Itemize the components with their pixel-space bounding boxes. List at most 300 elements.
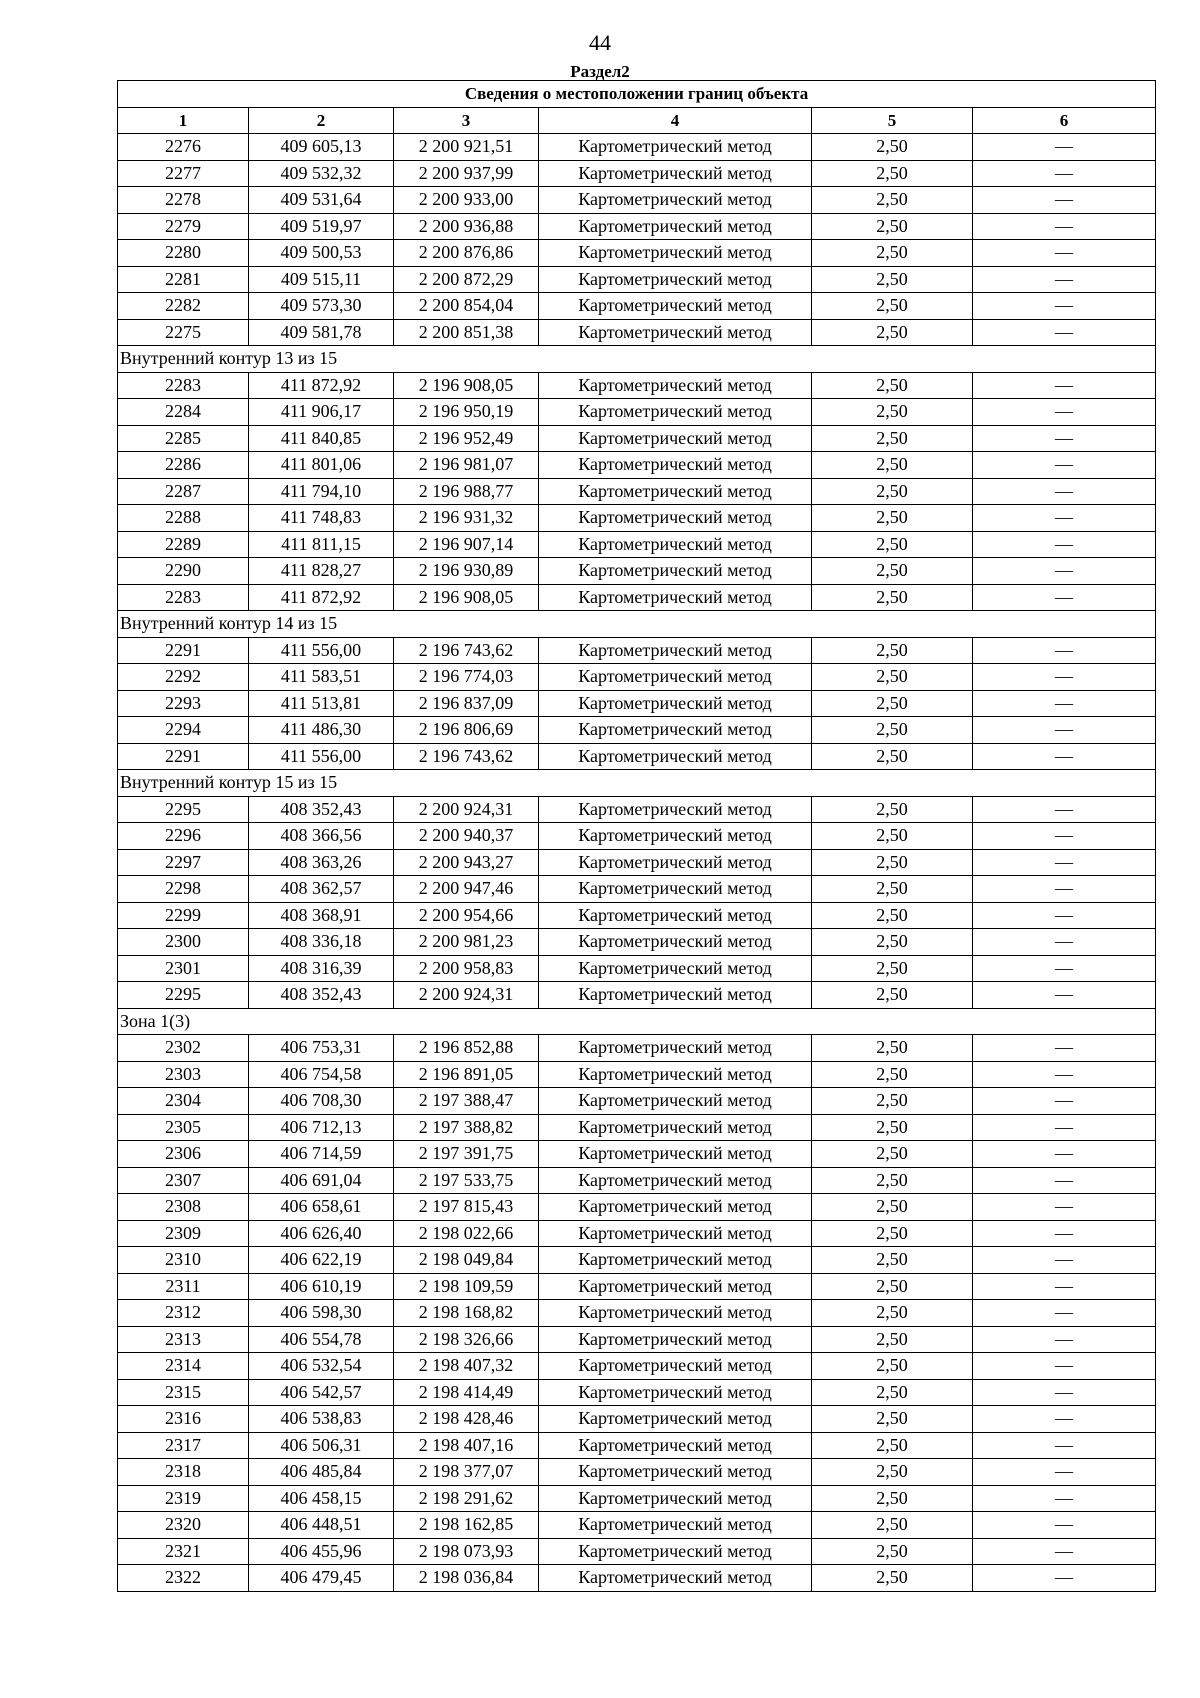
y-coordinate-cell: 2 198 407,16 bbox=[394, 1432, 539, 1459]
x-coordinate-cell: 411 872,92 bbox=[249, 584, 394, 611]
point-number-cell: 2321 bbox=[118, 1538, 249, 1565]
x-coordinate-cell: 406 753,31 bbox=[249, 1035, 394, 1062]
method-cell: Картометрический метод bbox=[539, 796, 812, 823]
method-cell: Картометрический метод bbox=[539, 690, 812, 717]
table-row bbox=[118, 293, 1156, 320]
point-number-cell: 2293 bbox=[118, 690, 249, 717]
description-cell: — bbox=[973, 293, 1156, 320]
accuracy-cell: 2,50 bbox=[812, 637, 973, 664]
y-coordinate-cell: 2 196 908,05 bbox=[394, 584, 539, 611]
y-coordinate-cell: 2 196 806,69 bbox=[394, 717, 539, 744]
accuracy-cell: 2,50 bbox=[812, 187, 973, 214]
contour-group-label: Внутренний контур 13 из 15 bbox=[118, 346, 1156, 373]
y-coordinate-cell: 2 196 950,19 bbox=[394, 399, 539, 426]
y-coordinate-cell: 2 196 952,49 bbox=[394, 425, 539, 452]
x-coordinate-cell: 406 754,58 bbox=[249, 1061, 394, 1088]
table-row bbox=[118, 1353, 1156, 1380]
y-coordinate-cell: 2 200 933,00 bbox=[394, 187, 539, 214]
accuracy-cell: 2,50 bbox=[812, 1167, 973, 1194]
x-coordinate-cell: 406 538,83 bbox=[249, 1406, 394, 1433]
accuracy-cell: 2,50 bbox=[812, 982, 973, 1009]
description-cell: — bbox=[973, 1300, 1156, 1327]
point-number-cell: 2294 bbox=[118, 717, 249, 744]
table-row bbox=[118, 1247, 1156, 1274]
description-cell: — bbox=[973, 213, 1156, 240]
x-coordinate-cell: 409 515,11 bbox=[249, 266, 394, 293]
table-row bbox=[118, 1035, 1156, 1062]
accuracy-cell: 2,50 bbox=[812, 213, 973, 240]
table-row bbox=[118, 1088, 1156, 1115]
table-row bbox=[118, 134, 1156, 161]
method-cell: Картометрический метод bbox=[539, 160, 812, 187]
method-cell: Картометрический метод bbox=[539, 1538, 812, 1565]
accuracy-cell: 2,50 bbox=[812, 319, 973, 346]
method-cell: Картометрический метод bbox=[539, 293, 812, 320]
description-cell: — bbox=[973, 399, 1156, 426]
table-row bbox=[118, 1326, 1156, 1353]
x-coordinate-cell: 408 366,56 bbox=[249, 823, 394, 850]
accuracy-cell: 2,50 bbox=[812, 1353, 973, 1380]
y-coordinate-cell: 2 196 988,77 bbox=[394, 478, 539, 505]
y-coordinate-cell: 2 196 837,09 bbox=[394, 690, 539, 717]
method-cell: Картометрический метод bbox=[539, 1114, 812, 1141]
x-coordinate-cell: 406 712,13 bbox=[249, 1114, 394, 1141]
point-number-cell: 2288 bbox=[118, 505, 249, 532]
column-header: 5 bbox=[812, 107, 973, 134]
point-number-cell: 2295 bbox=[118, 982, 249, 1009]
table-row bbox=[118, 849, 1156, 876]
description-cell: — bbox=[973, 134, 1156, 161]
point-number-cell: 2308 bbox=[118, 1194, 249, 1221]
column-number-row bbox=[118, 107, 1156, 134]
method-cell: Картометрический метод bbox=[539, 929, 812, 956]
y-coordinate-cell: 2 200 921,51 bbox=[394, 134, 539, 161]
method-cell: Картометрический метод bbox=[539, 1300, 812, 1327]
description-cell: — bbox=[973, 823, 1156, 850]
description-cell: — bbox=[973, 266, 1156, 293]
description-cell: — bbox=[973, 1088, 1156, 1115]
description-cell: — bbox=[973, 1432, 1156, 1459]
description-cell: — bbox=[973, 1485, 1156, 1512]
point-number-cell: 2277 bbox=[118, 160, 249, 187]
table-row bbox=[118, 240, 1156, 267]
table-row bbox=[118, 425, 1156, 452]
x-coordinate-cell: 411 556,00 bbox=[249, 743, 394, 770]
accuracy-cell: 2,50 bbox=[812, 372, 973, 399]
method-cell: Картометрический метод bbox=[539, 717, 812, 744]
accuracy-cell: 2,50 bbox=[812, 531, 973, 558]
point-number-cell: 2276 bbox=[118, 134, 249, 161]
point-number-cell: 2286 bbox=[118, 452, 249, 479]
x-coordinate-cell: 406 479,45 bbox=[249, 1565, 394, 1592]
point-number-cell: 2290 bbox=[118, 558, 249, 585]
description-cell: — bbox=[973, 558, 1156, 585]
accuracy-cell: 2,50 bbox=[812, 1220, 973, 1247]
description-cell: — bbox=[973, 1141, 1156, 1168]
method-cell: Картометрический метод bbox=[539, 823, 812, 850]
description-cell: — bbox=[973, 584, 1156, 611]
table-row bbox=[118, 1273, 1156, 1300]
point-number-cell: 2300 bbox=[118, 929, 249, 956]
x-coordinate-cell: 409 581,78 bbox=[249, 319, 394, 346]
method-cell: Картометрический метод bbox=[539, 743, 812, 770]
x-coordinate-cell: 411 811,15 bbox=[249, 531, 394, 558]
table-row bbox=[118, 664, 1156, 691]
accuracy-cell: 2,50 bbox=[812, 1114, 973, 1141]
point-number-cell: 2275 bbox=[118, 319, 249, 346]
point-number-cell: 2284 bbox=[118, 399, 249, 426]
table-row bbox=[118, 796, 1156, 823]
accuracy-cell: 2,50 bbox=[812, 1247, 973, 1274]
description-cell: — bbox=[973, 531, 1156, 558]
point-number-cell: 2309 bbox=[118, 1220, 249, 1247]
y-coordinate-cell: 2 200 940,37 bbox=[394, 823, 539, 850]
description-cell: — bbox=[973, 160, 1156, 187]
accuracy-cell: 2,50 bbox=[812, 796, 973, 823]
description-cell: — bbox=[973, 478, 1156, 505]
table-row bbox=[118, 1114, 1156, 1141]
point-number-cell: 2281 bbox=[118, 266, 249, 293]
y-coordinate-cell: 2 198 036,84 bbox=[394, 1565, 539, 1592]
method-cell: Картометрический метод bbox=[539, 134, 812, 161]
table-row bbox=[118, 1406, 1156, 1433]
x-coordinate-cell: 406 554,78 bbox=[249, 1326, 394, 1353]
point-number-cell: 2307 bbox=[118, 1167, 249, 1194]
point-number-cell: 2303 bbox=[118, 1061, 249, 1088]
table-row bbox=[118, 505, 1156, 532]
method-cell: Картометрический метод bbox=[539, 187, 812, 214]
point-number-cell: 2297 bbox=[118, 849, 249, 876]
x-coordinate-cell: 408 316,39 bbox=[249, 955, 394, 982]
point-number-cell: 2283 bbox=[118, 372, 249, 399]
table-caption: Сведения о местоположении границ объекта bbox=[118, 81, 1156, 108]
y-coordinate-cell: 2 196 908,05 bbox=[394, 372, 539, 399]
method-cell: Картометрический метод bbox=[539, 1061, 812, 1088]
method-cell: Картометрический метод bbox=[539, 1088, 812, 1115]
contour-group-label: Зона 1(3) bbox=[118, 1008, 1156, 1035]
description-cell: — bbox=[973, 1512, 1156, 1539]
description-cell: — bbox=[973, 240, 1156, 267]
description-cell: — bbox=[973, 505, 1156, 532]
description-cell: — bbox=[973, 1326, 1156, 1353]
point-number-cell: 2279 bbox=[118, 213, 249, 240]
description-cell: — bbox=[973, 1379, 1156, 1406]
point-number-cell: 2317 bbox=[118, 1432, 249, 1459]
x-coordinate-cell: 408 363,26 bbox=[249, 849, 394, 876]
table-row bbox=[118, 319, 1156, 346]
x-coordinate-cell: 406 714,59 bbox=[249, 1141, 394, 1168]
y-coordinate-cell: 2 197 388,82 bbox=[394, 1114, 539, 1141]
method-cell: Картометрический метод bbox=[539, 213, 812, 240]
page-number: 44 bbox=[589, 30, 611, 55]
table-row bbox=[118, 1565, 1156, 1592]
table-row bbox=[118, 690, 1156, 717]
point-number-cell: 2301 bbox=[118, 955, 249, 982]
description-cell: — bbox=[973, 902, 1156, 929]
description-cell: — bbox=[973, 929, 1156, 956]
method-cell: Картометрический метод bbox=[539, 1406, 812, 1433]
y-coordinate-cell: 2 200 943,27 bbox=[394, 849, 539, 876]
y-coordinate-cell: 2 196 774,03 bbox=[394, 664, 539, 691]
point-number-cell: 2304 bbox=[118, 1088, 249, 1115]
accuracy-cell: 2,50 bbox=[812, 240, 973, 267]
table-row bbox=[118, 902, 1156, 929]
accuracy-cell: 2,50 bbox=[812, 1088, 973, 1115]
method-cell: Картометрический метод bbox=[539, 1167, 812, 1194]
accuracy-cell: 2,50 bbox=[812, 1061, 973, 1088]
y-coordinate-cell: 2 200 937,99 bbox=[394, 160, 539, 187]
point-number-cell: 2285 bbox=[118, 425, 249, 452]
point-number-cell: 2322 bbox=[118, 1565, 249, 1592]
x-coordinate-cell: 408 352,43 bbox=[249, 982, 394, 1009]
y-coordinate-cell: 2 200 954,66 bbox=[394, 902, 539, 929]
accuracy-cell: 2,50 bbox=[812, 1485, 973, 1512]
description-cell: — bbox=[973, 1167, 1156, 1194]
table-row bbox=[118, 743, 1156, 770]
y-coordinate-cell: 2 200 958,83 bbox=[394, 955, 539, 982]
y-coordinate-cell: 2 198 162,85 bbox=[394, 1512, 539, 1539]
accuracy-cell: 2,50 bbox=[812, 399, 973, 426]
x-coordinate-cell: 408 362,57 bbox=[249, 876, 394, 903]
method-cell: Картометрический метод bbox=[539, 637, 812, 664]
method-cell: Картометрический метод bbox=[539, 1247, 812, 1274]
table-row bbox=[118, 531, 1156, 558]
table-row bbox=[118, 823, 1156, 850]
point-number-cell: 2312 bbox=[118, 1300, 249, 1327]
accuracy-cell: 2,50 bbox=[812, 1379, 973, 1406]
x-coordinate-cell: 408 336,18 bbox=[249, 929, 394, 956]
x-coordinate-cell: 409 531,64 bbox=[249, 187, 394, 214]
point-number-cell: 2289 bbox=[118, 531, 249, 558]
description-cell: — bbox=[973, 1114, 1156, 1141]
x-coordinate-cell: 409 573,30 bbox=[249, 293, 394, 320]
point-number-cell: 2295 bbox=[118, 796, 249, 823]
description-cell: — bbox=[973, 187, 1156, 214]
y-coordinate-cell: 2 200 854,04 bbox=[394, 293, 539, 320]
x-coordinate-cell: 411 556,00 bbox=[249, 637, 394, 664]
point-number-cell: 2292 bbox=[118, 664, 249, 691]
y-coordinate-cell: 2 198 377,07 bbox=[394, 1459, 539, 1486]
x-coordinate-cell: 409 519,97 bbox=[249, 213, 394, 240]
method-cell: Картометрический метод bbox=[539, 505, 812, 532]
point-number-cell: 2311 bbox=[118, 1273, 249, 1300]
contour-group-label: Внутренний контур 15 из 15 bbox=[118, 770, 1156, 797]
method-cell: Картометрический метод bbox=[539, 1194, 812, 1221]
accuracy-cell: 2,50 bbox=[812, 929, 973, 956]
accuracy-cell: 2,50 bbox=[812, 584, 973, 611]
description-cell: — bbox=[973, 1061, 1156, 1088]
y-coordinate-cell: 2 197 533,75 bbox=[394, 1167, 539, 1194]
method-cell: Картометрический метод bbox=[539, 1326, 812, 1353]
method-cell: Картометрический метод bbox=[539, 1512, 812, 1539]
column-header: 3 bbox=[394, 107, 539, 134]
x-coordinate-cell: 411 748,83 bbox=[249, 505, 394, 532]
accuracy-cell: 2,50 bbox=[812, 558, 973, 585]
accuracy-cell: 2,50 bbox=[812, 266, 973, 293]
accuracy-cell: 2,50 bbox=[812, 1300, 973, 1327]
table-row bbox=[118, 1379, 1156, 1406]
point-number-cell: 2282 bbox=[118, 293, 249, 320]
description-cell: — bbox=[973, 1538, 1156, 1565]
method-cell: Картометрический метод bbox=[539, 1035, 812, 1062]
method-cell: Картометрический метод bbox=[539, 1220, 812, 1247]
x-coordinate-cell: 406 506,31 bbox=[249, 1432, 394, 1459]
accuracy-cell: 2,50 bbox=[812, 505, 973, 532]
point-number-cell: 2291 bbox=[118, 637, 249, 664]
table-row bbox=[118, 982, 1156, 1009]
accuracy-cell: 2,50 bbox=[812, 452, 973, 479]
description-cell: — bbox=[973, 1247, 1156, 1274]
description-cell: — bbox=[973, 637, 1156, 664]
x-coordinate-cell: 406 626,40 bbox=[249, 1220, 394, 1247]
point-number-cell: 2278 bbox=[118, 187, 249, 214]
point-number-cell: 2302 bbox=[118, 1035, 249, 1062]
y-coordinate-cell: 2 200 876,86 bbox=[394, 240, 539, 267]
method-cell: Картометрический метод bbox=[539, 531, 812, 558]
point-number-cell: 2296 bbox=[118, 823, 249, 850]
accuracy-cell: 2,50 bbox=[812, 690, 973, 717]
table-row bbox=[118, 1485, 1156, 1512]
method-cell: Картометрический метод bbox=[539, 266, 812, 293]
point-number-cell: 2291 bbox=[118, 743, 249, 770]
table-row bbox=[118, 558, 1156, 585]
x-coordinate-cell: 406 658,61 bbox=[249, 1194, 394, 1221]
description-cell: — bbox=[973, 1220, 1156, 1247]
accuracy-cell: 2,50 bbox=[812, 1141, 973, 1168]
point-number-cell: 2287 bbox=[118, 478, 249, 505]
accuracy-cell: 2,50 bbox=[812, 160, 973, 187]
y-coordinate-cell: 2 200 924,31 bbox=[394, 796, 539, 823]
table-row bbox=[118, 1220, 1156, 1247]
x-coordinate-cell: 406 622,19 bbox=[249, 1247, 394, 1274]
method-cell: Картометрический метод bbox=[539, 319, 812, 346]
description-cell: — bbox=[973, 1273, 1156, 1300]
description-cell: — bbox=[973, 849, 1156, 876]
accuracy-cell: 2,50 bbox=[812, 849, 973, 876]
table-row bbox=[118, 1432, 1156, 1459]
table-row bbox=[118, 1300, 1156, 1327]
x-coordinate-cell: 411 583,51 bbox=[249, 664, 394, 691]
method-cell: Картометрический метод bbox=[539, 425, 812, 452]
y-coordinate-cell: 2 200 981,23 bbox=[394, 929, 539, 956]
x-coordinate-cell: 411 794,10 bbox=[249, 478, 394, 505]
point-number-cell: 2310 bbox=[118, 1247, 249, 1274]
accuracy-cell: 2,50 bbox=[812, 1565, 973, 1592]
contour-group-label: Внутренний контур 14 из 15 bbox=[118, 611, 1156, 638]
table-row bbox=[118, 929, 1156, 956]
x-coordinate-cell: 406 448,51 bbox=[249, 1512, 394, 1539]
description-cell: — bbox=[973, 982, 1156, 1009]
method-cell: Картометрический метод bbox=[539, 664, 812, 691]
y-coordinate-cell: 2 196 907,14 bbox=[394, 531, 539, 558]
table-row bbox=[118, 637, 1156, 664]
table-caption-row bbox=[118, 81, 1156, 108]
accuracy-cell: 2,50 bbox=[812, 1512, 973, 1539]
contour-group-row bbox=[118, 770, 1156, 797]
x-coordinate-cell: 411 513,81 bbox=[249, 690, 394, 717]
y-coordinate-cell: 2 200 851,38 bbox=[394, 319, 539, 346]
contour-group-row bbox=[118, 346, 1156, 373]
accuracy-cell: 2,50 bbox=[812, 1432, 973, 1459]
x-coordinate-cell: 408 368,91 bbox=[249, 902, 394, 929]
method-cell: Картометрический метод bbox=[539, 955, 812, 982]
accuracy-cell: 2,50 bbox=[812, 134, 973, 161]
method-cell: Картометрический метод bbox=[539, 849, 812, 876]
table-row bbox=[118, 1538, 1156, 1565]
y-coordinate-cell: 2 196 743,62 bbox=[394, 743, 539, 770]
point-number-cell: 2305 bbox=[118, 1114, 249, 1141]
x-coordinate-cell: 411 840,85 bbox=[249, 425, 394, 452]
accuracy-cell: 2,50 bbox=[812, 717, 973, 744]
description-cell: — bbox=[973, 796, 1156, 823]
description-cell: — bbox=[973, 319, 1156, 346]
table-row bbox=[118, 717, 1156, 744]
description-cell: — bbox=[973, 955, 1156, 982]
y-coordinate-cell: 2 196 852,88 bbox=[394, 1035, 539, 1062]
accuracy-cell: 2,50 bbox=[812, 664, 973, 691]
column-header: 2 bbox=[249, 107, 394, 134]
method-cell: Картометрический метод bbox=[539, 452, 812, 479]
x-coordinate-cell: 411 906,17 bbox=[249, 399, 394, 426]
x-coordinate-cell: 411 801,06 bbox=[249, 452, 394, 479]
method-cell: Картометрический метод bbox=[539, 902, 812, 929]
accuracy-cell: 2,50 bbox=[812, 902, 973, 929]
x-coordinate-cell: 409 500,53 bbox=[249, 240, 394, 267]
description-cell: — bbox=[973, 743, 1156, 770]
table-row bbox=[118, 876, 1156, 903]
description-cell: — bbox=[973, 690, 1156, 717]
point-number-cell: 2319 bbox=[118, 1485, 249, 1512]
description-cell: — bbox=[973, 1035, 1156, 1062]
table-row bbox=[118, 1141, 1156, 1168]
description-cell: — bbox=[973, 452, 1156, 479]
x-coordinate-cell: 411 872,92 bbox=[249, 372, 394, 399]
table-row bbox=[118, 266, 1156, 293]
description-cell: — bbox=[973, 876, 1156, 903]
y-coordinate-cell: 2 198 049,84 bbox=[394, 1247, 539, 1274]
description-cell: — bbox=[973, 1406, 1156, 1433]
table-row bbox=[118, 160, 1156, 187]
method-cell: Картометрический метод bbox=[539, 1141, 812, 1168]
point-number-cell: 2313 bbox=[118, 1326, 249, 1353]
method-cell: Картометрический метод bbox=[539, 399, 812, 426]
y-coordinate-cell: 2 197 815,43 bbox=[394, 1194, 539, 1221]
x-coordinate-cell: 406 610,19 bbox=[249, 1273, 394, 1300]
x-coordinate-cell: 406 542,57 bbox=[249, 1379, 394, 1406]
accuracy-cell: 2,50 bbox=[812, 1326, 973, 1353]
table-row bbox=[118, 1061, 1156, 1088]
x-coordinate-cell: 409 605,13 bbox=[249, 134, 394, 161]
point-number-cell: 2316 bbox=[118, 1406, 249, 1433]
y-coordinate-cell: 2 196 981,07 bbox=[394, 452, 539, 479]
x-coordinate-cell: 411 828,27 bbox=[249, 558, 394, 585]
table-row bbox=[118, 399, 1156, 426]
section-title: Раздел2 bbox=[570, 62, 630, 81]
x-coordinate-cell: 406 458,15 bbox=[249, 1485, 394, 1512]
point-number-cell: 2280 bbox=[118, 240, 249, 267]
y-coordinate-cell: 2 198 022,66 bbox=[394, 1220, 539, 1247]
x-coordinate-cell: 411 486,30 bbox=[249, 717, 394, 744]
y-coordinate-cell: 2 200 872,29 bbox=[394, 266, 539, 293]
accuracy-cell: 2,50 bbox=[812, 478, 973, 505]
accuracy-cell: 2,50 bbox=[812, 955, 973, 982]
table-row bbox=[118, 955, 1156, 982]
table-row bbox=[118, 478, 1156, 505]
accuracy-cell: 2,50 bbox=[812, 1035, 973, 1062]
x-coordinate-cell: 406 485,84 bbox=[249, 1459, 394, 1486]
point-number-cell: 2315 bbox=[118, 1379, 249, 1406]
description-cell: — bbox=[973, 664, 1156, 691]
